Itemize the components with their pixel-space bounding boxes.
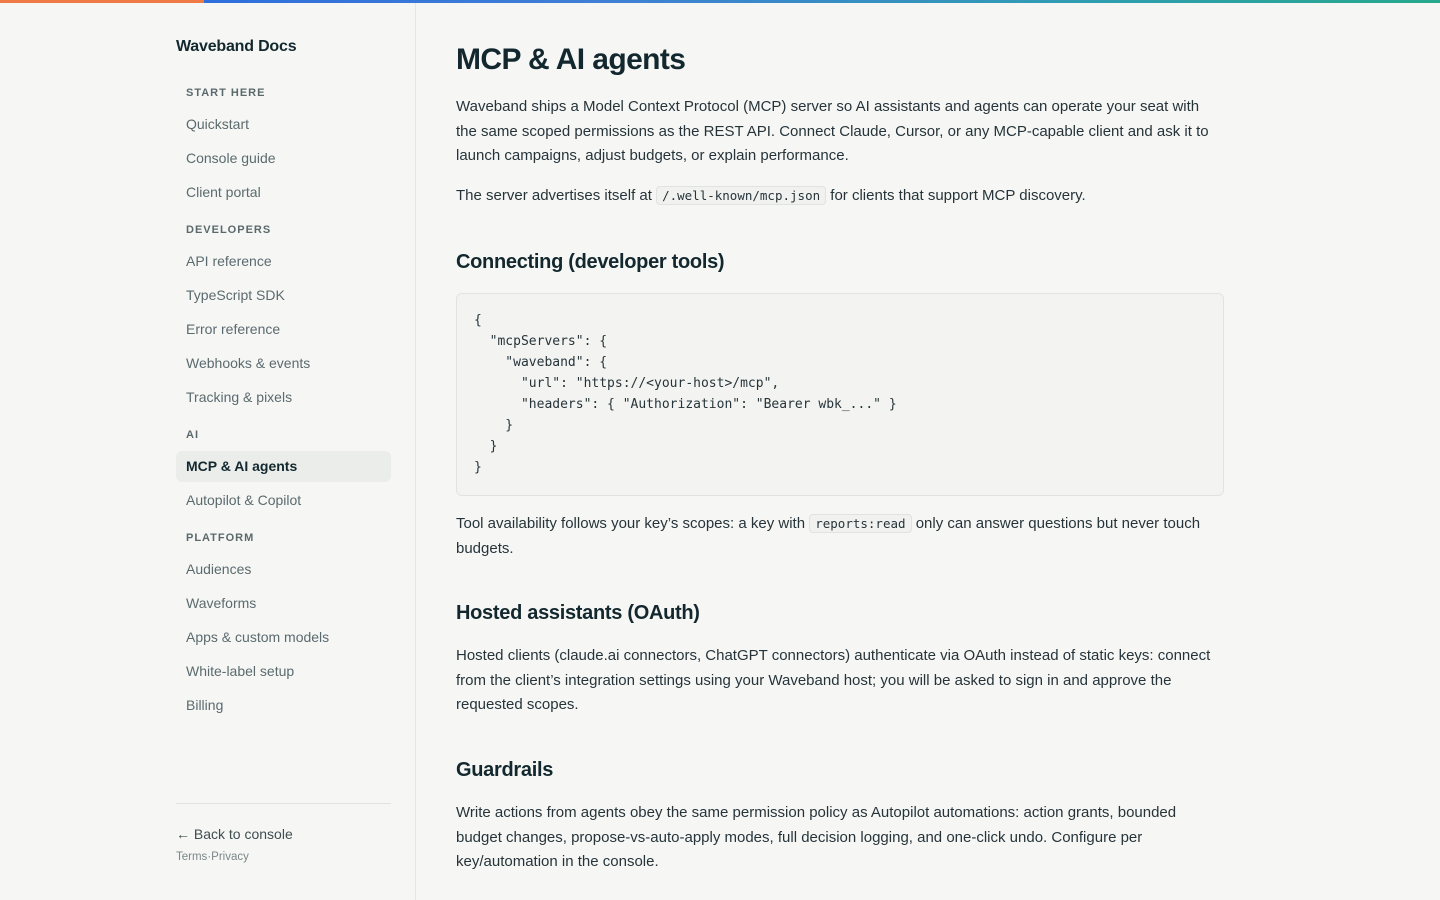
sidebar-item-billing[interactable]: Billing [186,697,224,713]
scope-code: reports:read [809,514,911,533]
discovery-text-after: for clients that support MCP discovery. [826,187,1086,204]
sidebar-item-autopilot-copilot[interactable]: Autopilot & Copilot [186,492,302,508]
sidebar-item-error-reference[interactable]: Error reference [186,321,281,337]
nav-section-ai [176,425,391,516]
intro-paragraph: Waveband ships a Model Context Protocol (MCP) server so AI assistants and agents can operate your seat with the same scoped permissions as the REST API. Connect Claude, Cursor, or any MCP-capable client and ask it to launch campaigns, adjust budgets, or explain performance. [456,98,1209,164]
sidebar-footer [176,803,391,863]
discovery-paragraph [456,184,1224,209]
sidebar-item-webhooks-events[interactable]: Webhooks & events [186,355,311,371]
nav-section-start-here [176,83,391,208]
sidebar-item-white-label-setup[interactable]: White-label setup [186,663,295,679]
terms-link[interactable]: Terms [176,851,208,863]
guardrails-paragraph: Write actions from agents obey the same permission policy as Autopilot automations: action grants, bounded budget changes, propose-vs-auto-apply modes, full decision logging, and one-click undo. Configure per key/automation in the console. [456,804,1177,870]
back-to-console-link[interactable]: ← Back to console [176,826,293,842]
sidebar-nav [176,83,391,733]
sidebar-item-client-portal[interactable]: Client portal [186,184,261,200]
sidebar-item-tracking-pixels[interactable]: Tracking & pixels [186,389,293,405]
sidebar [0,3,416,900]
sidebar-item-console-guide[interactable]: Console guide [186,150,276,166]
sidebar-item-typescript-sdk[interactable]: TypeScript SDK [186,287,285,303]
tools-text-after: only can answer questions but never touch budgets. [456,515,1201,557]
sidebar-item-waveforms[interactable]: Waveforms [186,595,257,611]
privacy-link[interactable]: Privacy [211,851,249,863]
tools-text-before: Tool availability follows your key’s scopes: a key with [456,515,810,532]
page-title: MCP & AI agents [456,43,686,76]
nav-section-label: START HERE [186,87,266,99]
section-heading-guardrails: Guardrails [456,759,554,781]
discovery-path-code: /.well-known/mcp.json [656,186,826,205]
sidebar-item-quickstart[interactable]: Quickstart [186,116,250,132]
nav-section-label: PLATFORM [186,532,255,544]
nav-section-platform [176,528,391,721]
legal-separator: · [207,851,212,863]
mcp-config-code[interactable]: { "mcpServers": { "waveband": { "url": "https://<your-host>/mcp", "headers": { "Authorization": "Bearer wbk_..." } } } } [474,313,897,475]
section-heading-hosted: Hosted assistants (OAuth) [456,602,700,624]
nav-section-label: AI [186,429,199,441]
legal-links [176,851,391,863]
sidebar-item-apps-custom-models[interactable]: Apps & custom models [186,629,330,645]
brand-title[interactable]: Waveband Docs [176,38,297,55]
sidebar-item-mcp-ai-agents[interactable]: MCP & AI agents [176,451,391,482]
tools-paragraph [456,512,1224,561]
section-heading-connecting: Connecting (developer tools) [456,251,725,273]
hosted-paragraph: Hosted clients (claude.ai connectors, ChatGPT connectors) authenticate via OAuth instead of static keys: connect from the client’s integration settings using your Waveband host; you will be asked to sign in and approve the requested scopes. [456,647,1211,713]
nav-section-developers [176,220,391,413]
code-block [456,293,1224,496]
nav-section-label: DEVELOPERS [186,224,272,236]
discovery-text-before: The server advertises itself at [456,187,657,204]
sidebar-item-api-reference[interactable]: API reference [186,253,272,269]
sidebar-item-audiences[interactable]: Audiences [186,561,252,577]
